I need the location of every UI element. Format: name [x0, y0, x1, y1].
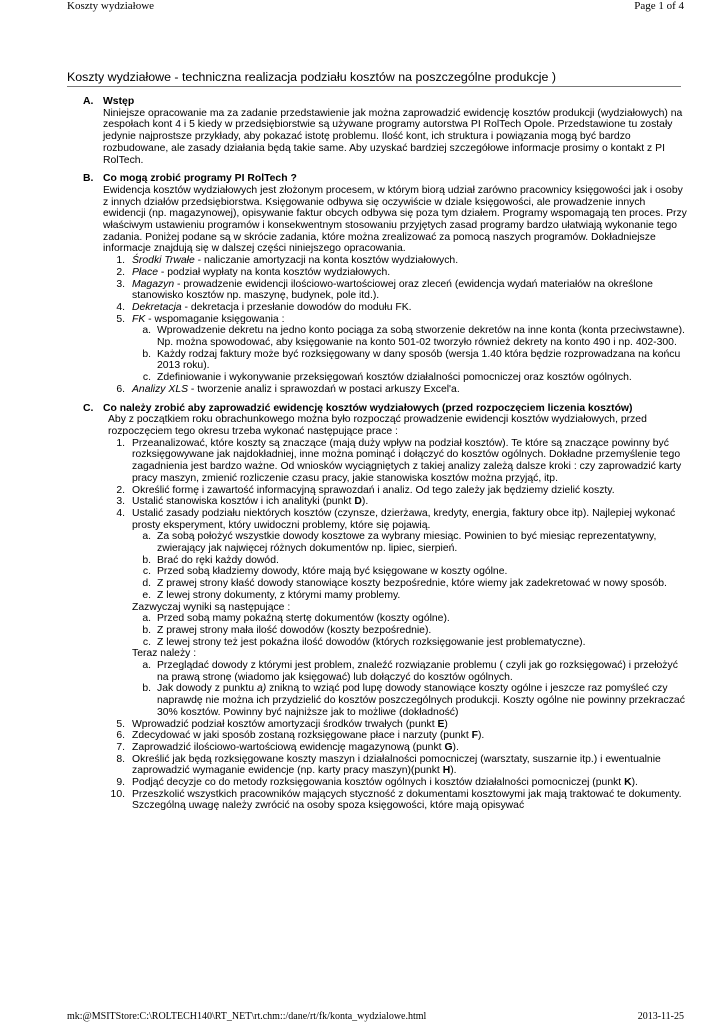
module-name: Środki Trwałe: [132, 255, 195, 267]
list-item: 1. Środki Trwałe - naliczanie amortyzacji na konta kosztów wydziałowych.: [116, 255, 459, 267]
list-item: 7. Zaprowadzić ilościowo-wartościową ewidencję magazynową (punkt G).: [116, 741, 459, 753]
sub-list-item: d. Z prawej strony kłaść dowody stanowiące koszty bezpośrednie, które wiemy jak zadekretować w nowy sposób.: [142, 578, 667, 590]
list-item: 4. Dekretacja - dekretacja i przesłanie dowodów do modułu FK.: [116, 301, 412, 313]
section-reference: D: [354, 496, 362, 508]
list-item: 1. Przeanalizować, które koszty są znaczące (mają duży wpływ na podział kosztów). Te które są znaczące powinny być rozksięgowywane jak najdokładniej, inne można pominąć i dołączyć do kosztów ogólnych. Dokładne przemyślenie tego zagadnienia jest bardzo ważne. Od wniosków wyciągniętych z takiej analizy zależą dalsze kroki : czy zaprowadzić karty pracy maszyn, zmienić rozliczenie czasu pracy, jakie stanowiska kosztów można przyjąć, itp.: [116, 437, 682, 484]
section-c-heading: [67, 403, 687, 415]
list-item: 2. Określić formę i zawartość informacyjną sprawozdań i analiz. Od tego zależy jak będziemy dzielić koszty.: [116, 484, 615, 496]
results-label: Zazwyczaj wyniki są następujące :: [132, 601, 291, 613]
document-body: [67, 96, 687, 812]
section-b-heading: [67, 173, 687, 185]
module-name: Dekretacja: [132, 301, 182, 313]
point-reference: a): [256, 683, 267, 695]
section-a-body: Niniejsze opracowanie ma za zadanie przedstawienie jak można zaprowadzić ewidencję kosztów produkcji (wydziałowych) na zespołach kont 4 i 5 kiedy w przedsiębiorstwie są używane programy autorstwa PI RolTech Opole. Przedstawione tu zostały jedynie najprostsze przykłady, aby pokazać istotę problemu. Ilość kont, ich struktura i powiązania mogą być bardzo rozbudowane, ale zasady działania będą takie same. Aby uzyskać bardziej szczegółowe informacje prosimy o kontakt z PI RolTech.: [103, 107, 683, 166]
section-reference: G: [444, 741, 453, 753]
header-title: Koszty wydziałowe: [67, 0, 155, 12]
section-label: B.: [83, 173, 94, 185]
sub-list-item: c. Przed sobą kładziemy dowody, które mają być księgowane w koszty ogólne.: [142, 566, 508, 578]
section-label: A.: [83, 96, 94, 107]
sub-list-item: e. Z lewej strony dokumenty, z którymi mamy problemy.: [142, 589, 401, 601]
sub-list-item: a. Wprowadzenie dekretu na jedno konto pociąga za sobą stworzenie dekretów na inne konta (konta przeciwstawne). Np. można spowodować, aby księgowanie na konto 501-02 tworzyło również dekrety na konto 490 i np. 402-300.: [142, 325, 685, 349]
page-header: [67, 0, 684, 13]
list-item: 9. Podjąć decyzje co do metody rozksięgowania kosztów ogólnych i kosztów działalności pomocniczej (punkt K).: [116, 777, 638, 789]
section-reference: E: [437, 718, 445, 730]
section-reference: H: [442, 765, 451, 777]
list-item: 5. Wprowadzić podział kosztów amortyzacji środków trwałych (punkt E): [116, 718, 448, 730]
list-item: 4. Ustalić zasady podziału niektórych kosztów (czynsze, dzierżawa, kredyty, energia, faktury obce itp). Najlepiej wykonać prosty eksperyment, który uwidoczni problemy, które się pojawią.: [116, 507, 676, 531]
page-number: Page 1 of 4: [634, 0, 684, 12]
list-item: 6. Zdecydować w jaki sposób zostaną rozksięgowane płace i narzuty (punkt F).: [116, 730, 485, 742]
document-title: Koszty wydziałowe - techniczna realizacja podziału kosztów na poszczególne produkcje ): [67, 70, 556, 84]
list-item: 3. Ustalić stanowiska kosztów i ich analityki (punkt D).: [116, 496, 369, 508]
list-item: 3. Magazyn - prowadzenie ewidencji ilościowo-wartościowej oraz zleceń (ewidencja wydań materiałów na określone stanowisko kosztów np. maszynę, budynek, pole itd.).: [116, 278, 653, 302]
page-footer: [67, 1011, 684, 1023]
list-item: 5. FK - wspomaganie księgowania :: [116, 313, 285, 325]
list-item: 8. Określić jak będą rozksięgowane koszty maszyn i działalności pomocniczej (warsztaty, suszarnie itp.) i ewentualnie zaprowadzić wymaganie ewidencje (np. karty pracy maszyn)(punkt H).: [116, 753, 661, 777]
section-a-heading: [67, 96, 687, 108]
module-name: FK: [132, 313, 146, 325]
section-reference: F: [471, 730, 478, 742]
sub-list-item: b. Jak dowody z punktu a) znikną to wziąć pod lupę dowody stanowiące koszty ogólne i jeszcze raz pomyśleć czy naprawdę nie można ich przydzielić do kosztów poszczególnych produkcji. Koszty ogólne nie powinny przekraczać 30% kosztów. Powinny być najniższe jak to możliwe (dokładność): [142, 683, 685, 718]
list-item: 6. Analizy XLS - tworzenie analiz i sprawozdań w postaci arkuszy Excel'a.: [116, 383, 460, 395]
module-name: Magazyn: [132, 278, 175, 290]
next-steps-label: Teraz należy :: [132, 648, 197, 660]
module-name: Analizy XLS: [132, 383, 189, 395]
sub-list-item: c. Z lewej strony też jest pokaźna ilość dowodów (których rozksięgowanie jest problematyczne).: [142, 636, 586, 648]
sub-list-item: b. Każdy rodzaj faktury może być rozksięgowany w dany sposób (wersja 1.40 która będzie rozprowadzana na końcu 2013 roku).: [142, 348, 681, 372]
sub-list-item: b. Z prawej strony mała ilość dowodów (koszty bezpośrednie).: [142, 624, 432, 636]
module-name: Płace: [132, 266, 158, 278]
source-path: mk:@MSITStore:C:\ROLTECH140\RT_NET\rt.chm::/dane/rt/fk/konta_wydzialowe.html: [67, 1011, 427, 1022]
section-title: Co mogą zrobić programy PI RolTech ?: [103, 173, 297, 185]
sub-list-item: a. Przed sobą mamy pokaźną stertę dokumentów (koszty ogólne).: [142, 613, 450, 625]
sub-list-item: c. Zdefiniowanie i wykonywanie przeksięgowań kosztów działalności pomocniczej oraz kosztów ogólnych.: [142, 372, 632, 384]
section-b-body: Ewidencja kosztów wydziałowych jest złożonym procesem, w którym biorą udział zarówno pracownicy księgowości jak i osoby z innych działów przedsiębiorstwa. Księgowanie odbywa się oczywiście w dziale księgowości, ale prowadzenie innych ewidencji (np. magazynowej), opisywanie faktur obcych odbywa się poza tym działem. Programy wspomagają ten proces. Przy właściwym ustawieniu programów i konsekwentnym stosowaniu przyjętych zasad programy bardzo ułatwiają wykonanie tego zadania. Poniżej podane są w skrócie zadania, które można zrealizować za pomocą naszych programów. Dokładniejsze informacje znajdują się w dalszej części niniejszego opracowania.: [103, 184, 687, 255]
print-date: 2013-11-25: [637, 1011, 684, 1022]
title-divider: [67, 86, 681, 87]
list-item: 2. Płace - podział wypłaty na konta kosztów wydziałowych.: [116, 266, 391, 278]
section-c-intro: Aby z początkiem roku obrachunkowego można było rozpocząć prowadzenie ewidencji kosztów wydziałowych, przed rozpoczęciem tego okresu trzeba wykonać następujące prace :: [108, 414, 647, 437]
section-title: Co należy zrobić aby zaprowadzić ewidencję kosztów wydziałowych (przed rozpoczęciem liczenia kosztów): [103, 402, 633, 414]
sub-list-item: a. Za sobą położyć wszystkie dowody kosztowe za wybrany miesiąc. Powinien to być miesiąc reprezentatywny, zwierający jak najwięcej różnych dokumentów np. lipiec, sierpień.: [142, 531, 657, 555]
sub-list-item: b. Brać do ręki każdy dowód.: [142, 554, 279, 566]
list-item: 10. Przeszkolić wszystkich pracowników mających styczność z dokumentami kosztowymi jak mają traktować te dokumenty. Szczególną uwagę należy zwrócić na osoby spoza księgowości, które mają opisywać: [110, 788, 682, 812]
section-title: Wstęp: [103, 96, 135, 107]
section-reference: K: [624, 777, 632, 789]
section-label: C.: [83, 402, 94, 414]
sub-list-item: a. Przeglądać dowody z którymi jest problem, znaleźć rozwiązanie problemu ( czyli jak go rozksięgować) i przełożyć na prawą stronę (wiadomo jak księgować) lub dołączyć do kosztów ogólnych.: [142, 660, 678, 683]
